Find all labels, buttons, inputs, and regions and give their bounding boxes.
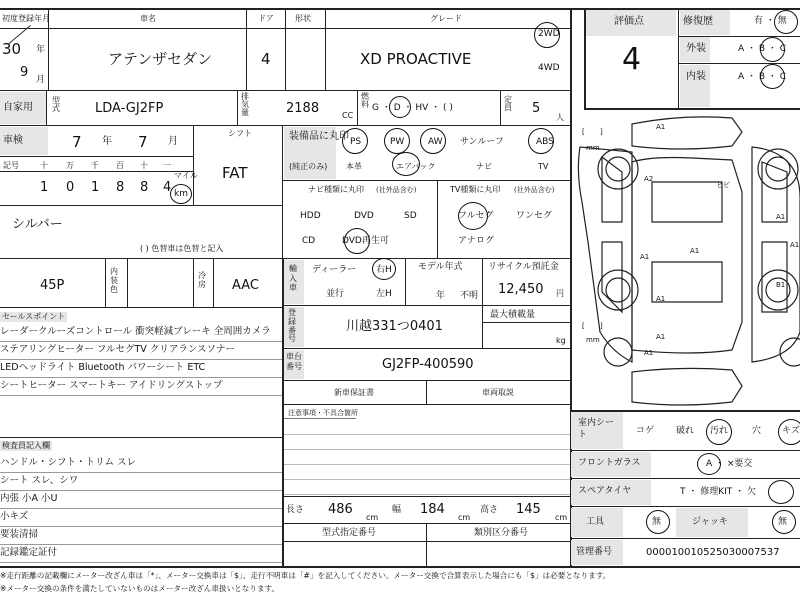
seat-condition-item: 穴 (752, 426, 762, 436)
inspector-note-line: ハンドル・シフト・トリム スレ (0, 457, 137, 468)
displacement-value: 2188 (286, 101, 320, 116)
month-unit: 月 (36, 75, 46, 85)
mileage-digit-label: 万 (66, 161, 74, 170)
model-year-unknown: 不明 (460, 291, 479, 301)
width-unit: cm (458, 513, 471, 522)
mileage-digit-label: 百 (116, 161, 124, 170)
inspector-note-line: 小キズ (0, 511, 29, 522)
mileage-digit-label: 十 (140, 161, 148, 170)
tv-analog: アナログ (458, 236, 495, 246)
spare-circle (768, 480, 794, 504)
recycle-unit: 円 (556, 289, 564, 298)
fuel-label: 燃料 (361, 92, 369, 109)
tools-value: 無 (652, 517, 662, 527)
import-right-circle (372, 258, 396, 280)
interior-circle (760, 64, 785, 89)
ac-label: 冷房 (198, 271, 206, 289)
navi-hdd: HDD (300, 211, 321, 221)
car-outline-icon (572, 112, 800, 408)
spare-label: スペアタイヤ (578, 486, 632, 496)
windshield-circle (697, 453, 721, 475)
trim-code: 45P (40, 278, 65, 293)
equipment-item: PS (350, 137, 362, 147)
mileage-digit: 8 (116, 180, 125, 195)
mileage-digit: 8 (140, 180, 149, 195)
damage-label: A2 (644, 175, 654, 183)
spare-options: T ・ 修理KIT ・ 欠 (680, 487, 756, 497)
windshield-options: A ・ ×要交 (706, 459, 753, 469)
seat-scratch-circle (778, 419, 800, 445)
jack-circle (772, 510, 796, 534)
equipment-item2: TV (538, 162, 549, 171)
interior-color-label: 内装色 (110, 267, 118, 294)
sales-point-line: レーダークルーズコントロール 衝突軽減ブレーキ 全周囲カメラ (0, 326, 271, 337)
seat-condition-item: 破れ (676, 426, 695, 436)
seat-condition-item: 汚れ (710, 426, 729, 436)
jack-value: 無 (778, 517, 788, 527)
equipment-item: ABS (536, 137, 554, 147)
import-label: 輸入車 (289, 264, 297, 293)
length-unit: cm (366, 513, 379, 522)
equipment-item2: エアバック (396, 162, 436, 171)
import-left: 左H (376, 289, 392, 299)
score-label: 評価点 (614, 16, 644, 27)
svg-text:mm: mm (586, 336, 600, 344)
score-value: 4 (622, 42, 642, 77)
tools-label: 工具 (586, 517, 605, 527)
windshield-label: フロントガラス (578, 458, 641, 468)
manual-label: 車両取説 (482, 388, 514, 397)
repair-circle (774, 10, 798, 34)
width-label: 幅 (392, 505, 402, 515)
ac-value: AAC (232, 278, 259, 293)
interior-options: A ・ B ・ C (738, 72, 787, 82)
first-reg-year: 30 (2, 40, 22, 58)
navi-sub-label: (社外品含む) (376, 186, 417, 194)
first-reg-month: 9 (20, 65, 29, 80)
svg-text:[: [ (582, 128, 585, 136)
import-dealer: ディーラー (312, 265, 357, 275)
damage-label: A1 (644, 349, 654, 357)
navi-selected-circle (344, 228, 370, 254)
mileage-digit-label: 一 (163, 161, 171, 170)
sales-point-line: ステアリングヒーター フルセグTV クリアランスソナー (0, 344, 236, 355)
airbag-circle (392, 152, 420, 176)
equipment-selected-circle (384, 128, 410, 154)
inspection-label: 車検 (3, 135, 23, 146)
sales-point-line: LEDヘッドライト Bluetooth パワーシート ETC (0, 362, 206, 373)
import-right: 右H (376, 265, 392, 275)
tv-selected-circle (458, 202, 488, 230)
shape-label: 形状 (295, 14, 311, 23)
car-name-value: アテンザセダン (108, 50, 213, 68)
new-warranty-label: 新車保証書 (334, 388, 374, 397)
max-load-unit: kg (556, 336, 566, 345)
mileage-digit: 4 (163, 180, 172, 195)
tv-oneseg: ワンセグ (516, 211, 553, 221)
reg-no-label: 登録番号 (288, 308, 296, 344)
svg-text:]: ] (600, 128, 603, 136)
shift-label: シフト (228, 129, 252, 138)
color-value: シルバー (12, 217, 63, 232)
mileage-unit: km (174, 189, 188, 199)
navi-dvd: DVD (354, 211, 374, 221)
model-year-unit: 年 (436, 291, 446, 301)
import-parallel: 並行 (326, 289, 345, 299)
mileage-digit: 1 (40, 180, 49, 195)
footer-line2: ※メーター交換の条件を満たしていないものはメーター改ざん車扱いとなります。 (0, 584, 280, 593)
seat-stain-circle (706, 419, 732, 445)
mgmt-label: 管理番号 (576, 547, 613, 557)
equipment-item2: ナビ (476, 162, 492, 171)
inspection-month: 7 (138, 133, 148, 151)
navi-cd: CD (302, 236, 316, 246)
damage-label: A1 (690, 247, 700, 255)
footer-line1: ※走行距離の記載欄にメーター改ざん車は「*」、メーター交換車は「$」、走行不明車は「#」を記入してください。メーター交換で合算表示した場合にも「$」は必要となります。 (0, 571, 611, 580)
mileage-digit: 1 (91, 180, 100, 195)
equipment-selected-circle (528, 128, 554, 154)
reg-no-value: 川越331つ0401 (346, 319, 443, 334)
equipment-item2: 本革 (346, 162, 362, 171)
model-label: 型式 (52, 96, 60, 113)
exterior-options: A ・ B ・ C (738, 44, 787, 54)
inspection-year-unit: 年 (102, 136, 112, 147)
capacity-value: 5 (532, 101, 541, 116)
svg-text:mm: mm (586, 144, 600, 152)
grade-label: グレード (430, 14, 462, 23)
use-value: 自家用 (3, 102, 33, 113)
shift-value: FAT (222, 164, 248, 182)
inspector-note-line: シート スレ、シワ (0, 475, 79, 486)
first-reg-label: 初度登録年月 (2, 14, 50, 23)
equipment-item: サンルーフ (460, 137, 504, 147)
damage-label: A1 (640, 253, 650, 261)
interior-seat-label: 室内シート (578, 418, 615, 440)
chassis-value: GJ2FP-400590 (382, 357, 474, 372)
jack-label: ジャッキ (692, 517, 728, 527)
repair-options: 有 ・ 無 (754, 16, 787, 26)
capacity-label: 定員 (504, 95, 512, 112)
mileage-digit-label: 十 (40, 161, 48, 170)
svg-text:]: ] (600, 322, 603, 330)
navi-sd: SD (404, 211, 417, 221)
navi-dvd-play: DVD再生可 (342, 236, 389, 246)
equipment-selected-circle (342, 128, 368, 154)
tv-fullseg: フルセグ (458, 211, 494, 221)
drive-4wd: 4WD (538, 63, 560, 73)
max-load-label: 最大積載量 (490, 310, 536, 320)
mileage-digit: 0 (66, 180, 75, 195)
tv-sub-label: (社外品含む) (514, 186, 555, 194)
damage-label: A1 (656, 123, 666, 131)
damage-label: A1 (656, 333, 666, 341)
equipment-item: PW (390, 137, 405, 147)
mileage-mile-label: マイル (174, 171, 198, 180)
model-year-label: モデル年式 (418, 262, 463, 272)
class-label: 類別区分番号 (474, 528, 529, 538)
interior-label: 内装 (686, 71, 706, 82)
tv-label: TV種類に丸印 (450, 185, 501, 194)
mileage-digit-label: 千 (91, 161, 99, 170)
damage-label: B1 (776, 281, 786, 289)
svg-text:[: [ (582, 322, 585, 330)
repair-label: 修復歴 (683, 16, 713, 27)
height-unit: cm (555, 513, 568, 522)
length-label: 長さ (286, 505, 305, 515)
type-cert-label: 型式指定番号 (322, 528, 377, 538)
cc-unit: CC (342, 111, 354, 120)
inspector-notes-label: 検査員記入欄 (2, 441, 50, 450)
seat-condition-item: コゲ (636, 426, 655, 436)
grade-value: XD PROACTIVE (360, 50, 472, 68)
door-label: ドア (258, 14, 274, 23)
tools-circle (646, 510, 670, 534)
displacement-label: 排気量 (241, 92, 249, 117)
inspection-month-unit: 月 (168, 136, 178, 147)
height-label: 高さ (480, 505, 499, 515)
recycle-value: 12,450 (498, 282, 544, 297)
damage-label: A1 (776, 213, 786, 221)
inspector-note-line: 内張 小A 小U (0, 493, 58, 504)
equipment-sub-label: (純正のみ) (289, 162, 328, 171)
exterior-circle (760, 37, 785, 62)
mgmt-value: 000010010525030007537 (646, 547, 780, 558)
damage-label: A1 (790, 241, 800, 249)
color-code-label: ( ) 色替車は色替と記入 (140, 244, 224, 253)
mileage-record-label: 記号 (3, 161, 19, 170)
equipment-label: 装備品に丸印 (289, 131, 349, 142)
fuel-options: G ・ D ・ HV ・ ( ) (372, 103, 453, 113)
year-unit: 年 (36, 45, 46, 55)
drive-2wd: 2WD (538, 29, 560, 39)
seat-condition-item: キズ (782, 426, 800, 436)
exterior-label: 外装 (686, 43, 706, 54)
recycle-label: リサイクル預託金 (488, 262, 559, 272)
equipment-item: AW (428, 137, 443, 147)
model-value: LDA-GJ2FP (95, 101, 164, 116)
damage-label: ヒビ (716, 181, 730, 189)
damage-label: A1 (656, 295, 666, 303)
inspection-year: 7 (72, 133, 82, 151)
car-name-label: 車名 (140, 14, 156, 23)
chassis-label: 車台番号 (286, 352, 302, 372)
inspector-note-line: 記録鑑定証付 (0, 547, 58, 558)
width-value: 184 (420, 502, 445, 517)
equipment-selected-circle (420, 128, 446, 154)
sales-points-label: セールスポイント (2, 312, 66, 321)
length-value: 486 (328, 502, 353, 517)
doors-value: 4 (261, 50, 271, 68)
notes-label: 注意事項・不具合箇所 (288, 409, 358, 417)
inspector-note-line: 要装清掃 (0, 529, 39, 540)
height-value: 145 (516, 502, 541, 517)
sales-point-line: シートヒーター スマートキー アイドリングストップ (0, 380, 223, 391)
persons-unit: 人 (556, 113, 564, 122)
fuel-circle (389, 96, 411, 118)
navi-label: ナビ種類に丸印 (308, 185, 364, 194)
